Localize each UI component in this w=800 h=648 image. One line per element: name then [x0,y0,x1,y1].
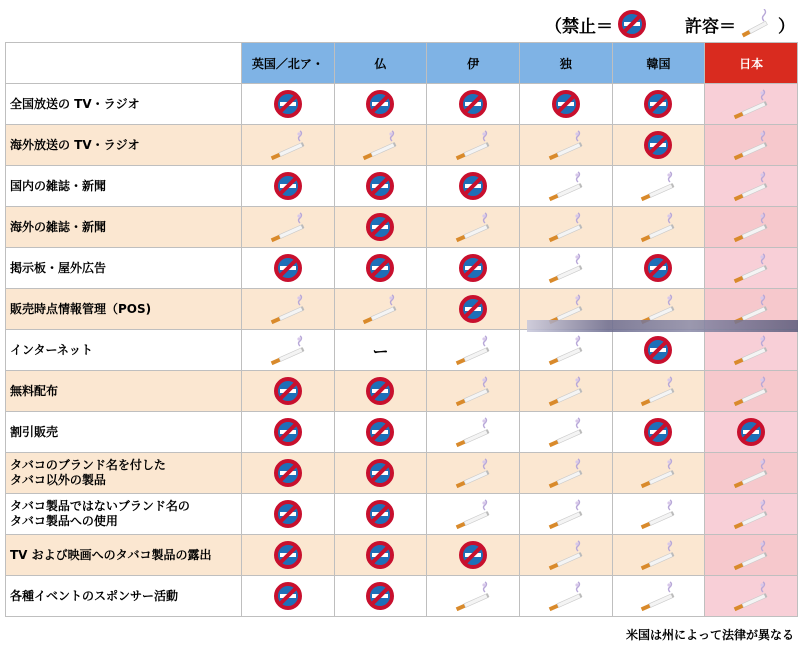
table-row [6,453,798,494]
permitted-cell [242,125,335,166]
row-label [6,125,242,166]
corner-cell [6,43,242,84]
table-row [6,248,798,289]
prohibited-cell [242,166,335,207]
cigarette-icon [705,170,797,202]
no-smoking-icon [520,89,612,119]
cigarette-icon [705,539,797,571]
cigarette-icon [740,9,770,39]
cigarette-icon [520,457,612,489]
table-row [6,166,798,207]
row-label [6,494,242,535]
table-row [6,371,798,412]
prohibited-cell [334,453,427,494]
row-label [6,576,242,617]
cigarette-icon [427,416,519,448]
cigarette-icon [427,211,519,243]
no-smoking-icon [242,171,334,201]
column-header: 独 [519,43,612,84]
cigarette-icon [242,334,334,366]
permitted-cell [612,207,705,248]
no-smoking-icon [335,458,427,488]
prohibited-cell [427,248,520,289]
cigarette-icon [427,375,519,407]
prohibited-cell [427,535,520,576]
permitted-cell [705,535,798,576]
permitted-cell [334,289,427,330]
prohibited-cell [334,207,427,248]
permitted-cell [705,330,798,371]
cigarette-icon [705,129,797,161]
table-row [6,330,798,371]
row-label-line: 海外の雑誌・新聞 [10,219,107,234]
prohibited-cell [242,494,335,535]
permitted-cell [705,494,798,535]
permitted-cell [612,166,705,207]
permitted-cell [427,576,520,617]
permitted-cell [427,412,520,453]
permitted-cell [705,453,798,494]
prohibited-cell [334,494,427,535]
cigarette-icon [520,580,612,612]
cigarette-icon [613,457,705,489]
permitted-cell [705,248,798,289]
permitted-cell [242,207,335,248]
table-row [6,125,798,166]
permitted-cell [427,453,520,494]
column-header: 英国／北ア・ [242,43,335,84]
permitted-cell [334,125,427,166]
row-label-line: インターネット [10,342,93,357]
no-smoking-icon [335,171,427,201]
cigarette-icon [520,334,612,366]
row-label [6,248,242,289]
cigarette-icon [427,580,519,612]
permitted-cell [427,371,520,412]
permitted-cell [519,207,612,248]
prohibited-cell [612,125,705,166]
cigarette-icon [242,129,334,161]
row-label-line: 全国放送の TV・ラジオ [10,96,140,111]
no-smoking-icon [242,253,334,283]
row-label [6,207,242,248]
no-smoking-icon [242,376,334,406]
row-label [6,535,242,576]
permitted-cell [519,125,612,166]
cigarette-icon [613,375,705,407]
no-smoking-icon [613,335,705,365]
permitted-cell [427,207,520,248]
permitted-cell [519,330,612,371]
cigarette-icon [242,211,334,243]
permitted-cell [427,494,520,535]
no-smoking-icon [242,458,334,488]
prohibited-cell [334,84,427,125]
column-header: 伊 [427,43,520,84]
table-row [6,535,798,576]
table-row [6,412,798,453]
cigarette-icon [613,211,705,243]
cigarette-icon [705,334,797,366]
prohibited-cell [242,535,335,576]
no-smoking-icon [613,89,705,119]
permitted-cell [242,289,335,330]
no-smoking-icon [242,89,334,119]
no-smoking-icon [427,540,519,570]
no-smoking-icon [335,417,427,447]
cigarette-icon [427,129,519,161]
no-smoking-icon [335,581,427,611]
cigarette-icon [520,416,612,448]
cigarette-icon [613,580,705,612]
prohibited-cell [519,84,612,125]
prohibited-cell [334,371,427,412]
prohibited-cell [612,412,705,453]
cigarette-icon [520,498,612,530]
no-smoking-icon [242,417,334,447]
permitted-cell [612,494,705,535]
row-label-line: 掲示板・屋外広告 [10,260,107,275]
no-smoking-icon [427,171,519,201]
permitted-cell [242,330,335,371]
prohibited-cell [242,453,335,494]
cigarette-icon [427,498,519,530]
legend-permitted-label: 許容＝ [685,16,736,37]
prohibited-cell [242,248,335,289]
prohibited-cell [242,84,335,125]
no-smoking-icon [613,417,705,447]
column-header: 仏 [334,43,427,84]
no-smoking-icon [335,376,427,406]
cigarette-icon [705,498,797,530]
prohibited-cell [705,412,798,453]
no-smoking-icon [427,89,519,119]
no-smoking-icon [335,499,427,529]
row-label [6,289,242,330]
row-label [6,412,242,453]
cigarette-icon [705,457,797,489]
no-smoking-icon [335,253,427,283]
prohibited-cell [242,371,335,412]
permitted-cell [705,576,798,617]
row-label-line: TV および映画へのタバコ製品の露出 [10,547,212,562]
cigarette-icon [242,293,334,325]
prohibited-cell [242,412,335,453]
column-header-japan: 日本 [705,43,798,84]
row-label [6,84,242,125]
cigarette-icon [705,211,797,243]
row-label-line: 各種イベントのスポンサー活動 [10,588,179,603]
permitted-cell [612,576,705,617]
prohibited-cell [334,166,427,207]
cigarette-icon [613,170,705,202]
cigarette-icon [427,334,519,366]
permitted-cell [705,166,798,207]
row-label [6,166,242,207]
prohibited-cell [612,248,705,289]
permitted-cell [519,494,612,535]
row-label-line: 無料配布 [10,383,59,398]
prohibited-cell [334,535,427,576]
cigarette-icon [520,252,612,284]
no-smoking-icon [705,417,797,447]
table-row [6,576,798,617]
no-smoking-icon [335,89,427,119]
no-smoking-icon [613,253,705,283]
permitted-cell [519,576,612,617]
row-label [6,330,242,371]
row-label-line: タバコ製品ではないブランド名の [10,499,190,513]
row-label [6,453,242,494]
image-artifact-strip [527,320,798,332]
prohibited-cell [334,248,427,289]
cigarette-icon [520,170,612,202]
prohibited-cell [427,289,520,330]
no-smoking-icon [242,540,334,570]
not-applicable-cell [334,330,427,371]
cigarette-icon [335,293,427,325]
cigarette-icon [427,457,519,489]
permitted-cell [519,453,612,494]
table-row [6,207,798,248]
header-row [6,43,798,84]
legend-prohibited-label: 禁止＝ [562,16,613,37]
row-label-line: 販売時点情報管理（POS) [10,301,152,316]
legend-close-paren: ） [778,16,795,37]
no-smoking-icon [335,212,427,242]
permitted-cell [427,330,520,371]
no-smoking-icon [427,294,519,324]
permitted-cell [705,125,798,166]
prohibited-cell [334,412,427,453]
no-smoking-icon [617,9,647,39]
permitted-cell [519,166,612,207]
cigarette-icon [705,580,797,612]
permitted-cell [519,371,612,412]
permitted-cell [612,371,705,412]
footnote: 米国は州によって法律が異なる [625,628,794,642]
row-label-line: タバコのブランド名を付した [10,458,166,472]
row-label-line: タバコ製品への使用 [10,514,118,528]
prohibited-cell [612,330,705,371]
prohibited-cell [242,576,335,617]
no-smoking-icon [242,581,334,611]
permitted-cell [705,84,798,125]
prohibited-cell [427,166,520,207]
cigarette-icon [335,129,427,161]
legend [545,8,795,40]
permitted-cell [705,371,798,412]
cigarette-icon [520,375,612,407]
prohibited-cell [612,84,705,125]
no-smoking-icon [335,540,427,570]
table-row [6,494,798,535]
prohibited-cell [334,576,427,617]
row-label-line: タバコ以外の製品 [10,473,106,487]
dash-symbol: ー [372,341,389,361]
cigarette-icon [705,88,797,120]
prohibited-cell [427,84,520,125]
cigarette-icon [520,539,612,571]
row-label-line: 割引販売 [10,424,59,439]
no-smoking-icon [613,130,705,160]
legend-open-paren: （ [545,16,562,37]
cigarette-icon [705,252,797,284]
column-header: 韓国 [612,43,705,84]
permitted-cell [519,412,612,453]
table-row [6,84,798,125]
permitted-cell [705,207,798,248]
row-label-line: 海外放送の TV・ラジオ [10,137,140,152]
cigarette-icon [613,539,705,571]
permitted-cell [519,535,612,576]
row-label [6,371,242,412]
row-label-line: 国内の雑誌・新聞 [10,178,107,193]
permitted-cell [519,248,612,289]
permitted-cell [612,453,705,494]
cigarette-icon [613,498,705,530]
no-smoking-icon [427,253,519,283]
permitted-cell [427,125,520,166]
cigarette-icon [520,211,612,243]
no-smoking-icon [242,499,334,529]
cigarette-icon [520,129,612,161]
cigarette-icon [705,375,797,407]
permitted-cell [612,535,705,576]
